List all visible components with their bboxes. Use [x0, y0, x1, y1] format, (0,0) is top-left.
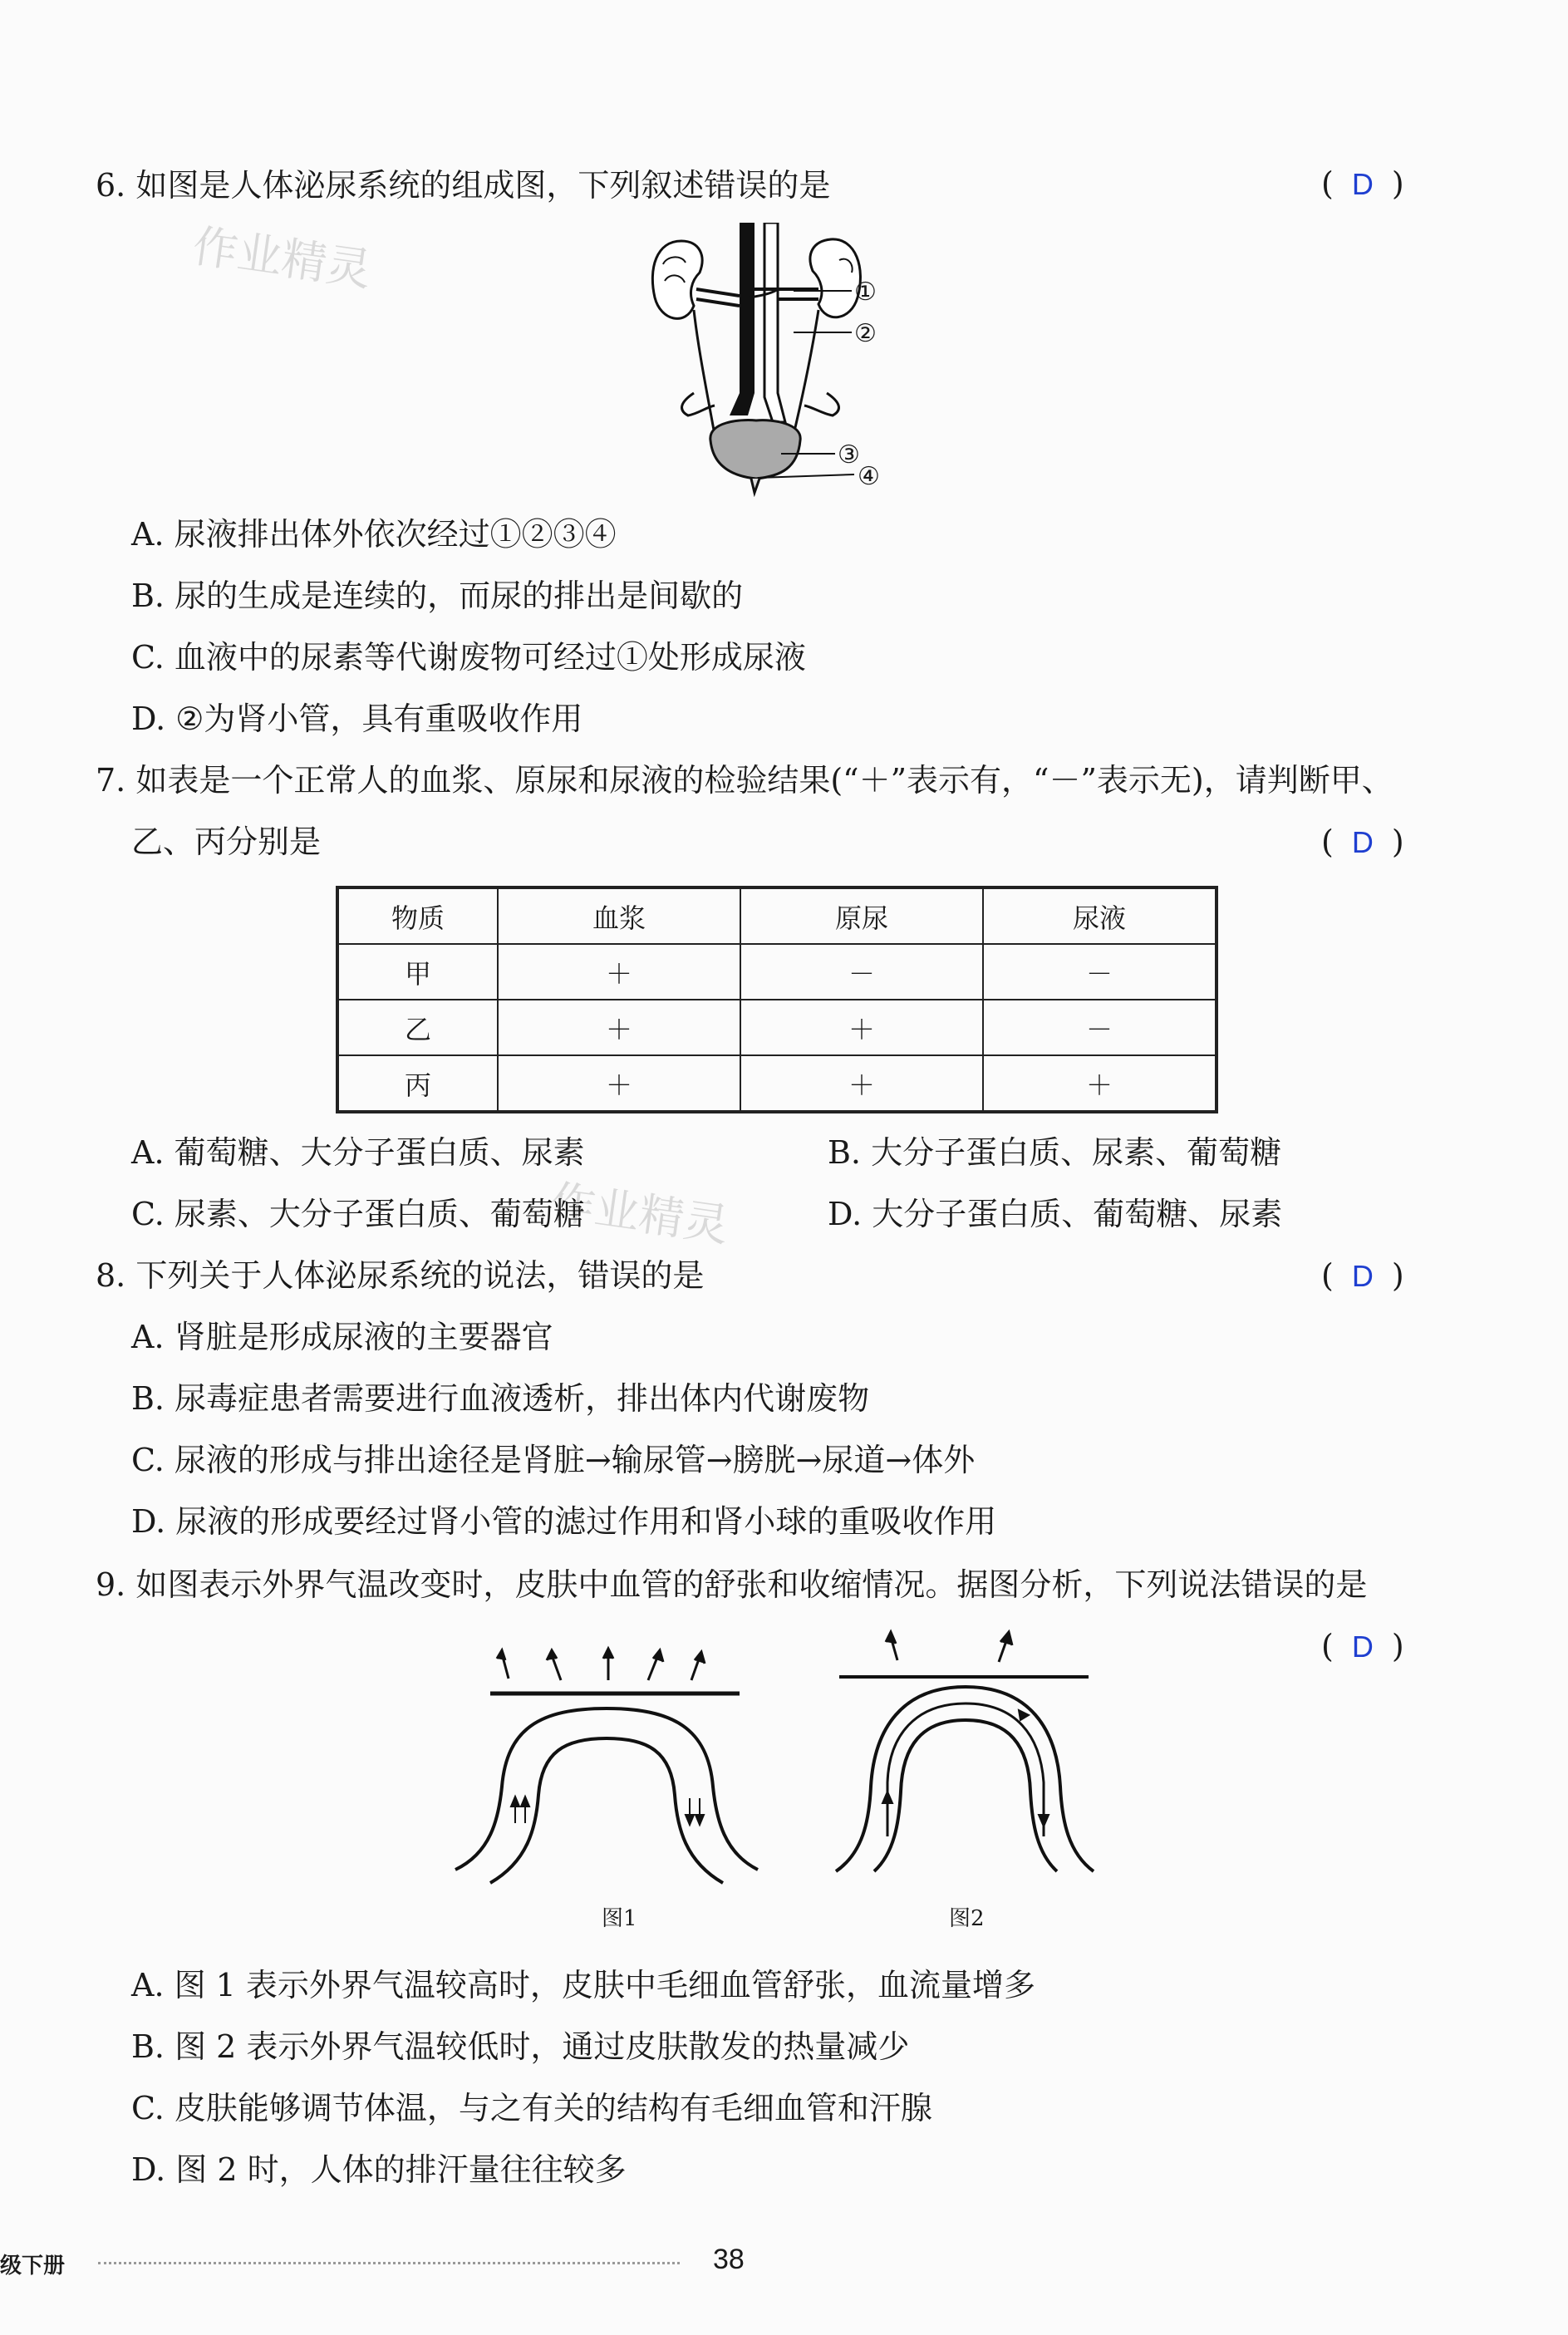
q9-option-a: A. 图 1 表示外界气温较高时，皮肤中毛细血管舒张，血流量增多 — [131, 1967, 1035, 2003]
aorta — [730, 223, 755, 415]
table-row — [337, 1000, 1217, 1055]
table-header: 尿液 — [983, 887, 1217, 944]
label-1: ① — [854, 278, 877, 307]
bladder — [710, 420, 800, 479]
table-cell: ＋ — [740, 1055, 983, 1112]
urinary-system-diagram — [648, 223, 914, 497]
table-cell: ＋ — [983, 1055, 1217, 1112]
q9-option-c: C. 皮肤能够调节体温，与之有关的结构有毛细血管和汗腺 — [131, 2090, 932, 2126]
q7-answer: ( D ) — [1321, 823, 1404, 860]
label-2: ② — [854, 319, 877, 348]
table-cell: － — [740, 944, 983, 1000]
table-cell: ＋ — [740, 1000, 983, 1055]
table-cell: 乙 — [337, 1000, 498, 1055]
watermark: 作业精灵 — [547, 1177, 732, 1251]
q6-stem: 6. 如图是人体泌尿系统的组成图，下列叙述错误的是 — [96, 167, 831, 204]
q8-option-d: D. 尿液的形成要经过肾小管的滤过作用和肾小球的重吸收作用 — [131, 1503, 997, 1540]
table-cell: ＋ — [498, 944, 740, 1000]
q7-stem-line1: 7. 如表是一个正常人的血浆、原尿和尿液的检验结果(“＋”表示有，“－”表示无)，请判断甲、 — [96, 762, 1394, 799]
q9-stem: 9. 如图表示外界气温改变时，皮肤中血管的舒张和收缩情况。据图分析，下列说法错误的是 — [96, 1566, 1368, 1603]
figure-2-constricted-vessel — [823, 1629, 1105, 1895]
label-4: ④ — [858, 462, 880, 491]
table-header: 血浆 — [498, 887, 740, 944]
urethra — [751, 479, 759, 493]
figure-1-dilated-vessel — [449, 1637, 764, 1895]
table-row — [337, 1055, 1217, 1112]
table-cell: 甲 — [337, 944, 498, 1000]
q7-answer-letter: D — [1351, 825, 1374, 859]
table-row — [337, 944, 1217, 1000]
q8-option-a: A. 肾脏是形成尿液的主要器官 — [131, 1319, 553, 1355]
table-cell: ＋ — [498, 1055, 740, 1112]
footer-divider — [98, 2262, 680, 2264]
q9-option-b: B. 图 2 表示外界气温较低时，通过皮肤散发的热量减少 — [131, 2028, 910, 2065]
footer-grade: 级下册 — [0, 2253, 66, 2278]
q6-option-a: A. 尿液排出体外依次经过①②③④ — [131, 516, 617, 553]
q7-option-b: B. 大分子蛋白质、尿素、葡萄糖 — [828, 1134, 1282, 1171]
table-cell: － — [983, 944, 1217, 1000]
q6-answer-letter: D — [1351, 167, 1374, 201]
table-cell: － — [983, 1000, 1217, 1055]
page-number: 38 — [713, 2244, 745, 2275]
figure-1-caption: 图1 — [602, 1906, 637, 1931]
figure-2-caption: 图2 — [949, 1906, 985, 1931]
q7-stem-line2: 乙、丙分别是 — [131, 823, 322, 860]
label-3: ③ — [838, 440, 860, 469]
q8-option-c: C. 尿液的形成与排出途径是肾脏→输尿管→膀胱→尿道→体外 — [131, 1442, 976, 1478]
q8-answer: ( D ) — [1321, 1257, 1404, 1294]
q6-option-d: D. ②为肾小管，具有重吸收作用 — [131, 700, 583, 737]
ureter-left — [694, 310, 725, 437]
table-cell: ＋ — [498, 1000, 740, 1055]
left-kidney — [652, 241, 702, 318]
vena-cava — [764, 223, 785, 422]
q7-option-a: A. 葡萄糖、大分子蛋白质、尿素 — [131, 1134, 585, 1171]
q8-option-b: B. 尿毒症患者需要进行血液透析，排出体内代谢废物 — [131, 1380, 870, 1417]
q8-stem: 8. 下列关于人体泌尿系统的说法，错误的是 — [96, 1257, 705, 1294]
right-kidney — [810, 239, 860, 317]
ureter-right — [785, 310, 818, 437]
q7-option-c: C. 尿素、大分子蛋白质、葡萄糖 — [131, 1196, 585, 1232]
table-cell: 丙 — [337, 1055, 498, 1112]
table-header: 物质 — [337, 887, 498, 944]
q6-option-c: C. 血液中的尿素等代谢废物可经过①处形成尿液 — [131, 639, 806, 676]
q9-option-d: D. 图 2 时，人体的排汗量往往较多 — [131, 2151, 627, 2188]
table-header-row — [337, 887, 1217, 944]
q9-answer-letter: D — [1351, 1630, 1374, 1664]
q6-option-b: B. 尿的生成是连续的，而尿的排出是间歇的 — [131, 578, 744, 614]
q6-answer: ( D ) — [1321, 165, 1404, 202]
q8-answer-letter: D — [1351, 1259, 1374, 1293]
watermark: 作业精灵 — [189, 221, 375, 296]
q9-answer: ( D ) — [1321, 1628, 1404, 1664]
q7-option-d: D. 大分子蛋白质、葡萄糖、尿素 — [828, 1196, 1283, 1232]
table-header: 原尿 — [740, 887, 983, 944]
test-results-table — [336, 886, 1218, 1113]
